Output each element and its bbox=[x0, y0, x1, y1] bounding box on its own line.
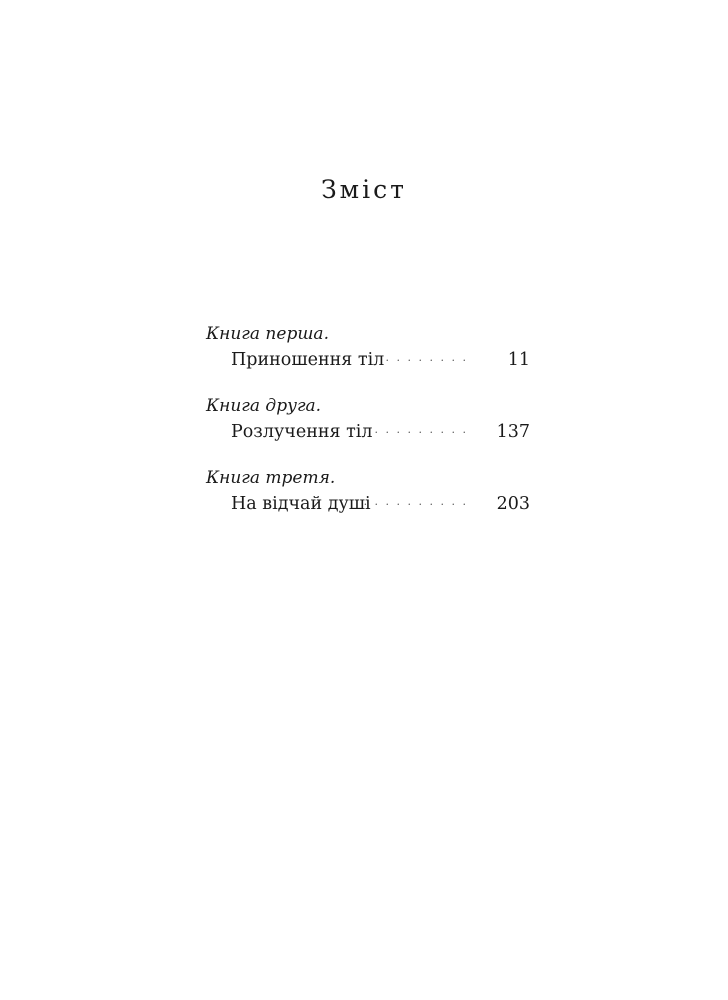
page-title: Зміст bbox=[321, 175, 407, 204]
chapter-title: На відчай душі bbox=[231, 494, 371, 514]
toc-line[interactable] bbox=[206, 346, 530, 374]
toc-line[interactable] bbox=[206, 490, 530, 518]
toc-entry-book-2 bbox=[206, 394, 530, 446]
page-number: 137 bbox=[496, 422, 530, 442]
book-label: Книга друга. bbox=[206, 396, 322, 416]
toc-entry-book-1 bbox=[206, 322, 530, 374]
chapter-title: Приношення тіл bbox=[231, 350, 385, 370]
book-label: Книга перша. bbox=[206, 324, 329, 344]
chapter-title: Розлучення тіл bbox=[231, 422, 373, 442]
dot-leader: . . . . . . . . . . bbox=[363, 495, 468, 508]
table-of-contents bbox=[206, 322, 530, 538]
dot-leader: . . . . . . . . bbox=[385, 351, 468, 364]
toc-line[interactable] bbox=[206, 418, 530, 446]
page-number: 11 bbox=[507, 350, 530, 370]
book-label: Книга третя. bbox=[206, 468, 336, 488]
dot-leader: . . . . . . . . . . bbox=[363, 423, 468, 436]
page-number: 203 bbox=[496, 494, 530, 514]
toc-entry-book-3 bbox=[206, 466, 530, 518]
